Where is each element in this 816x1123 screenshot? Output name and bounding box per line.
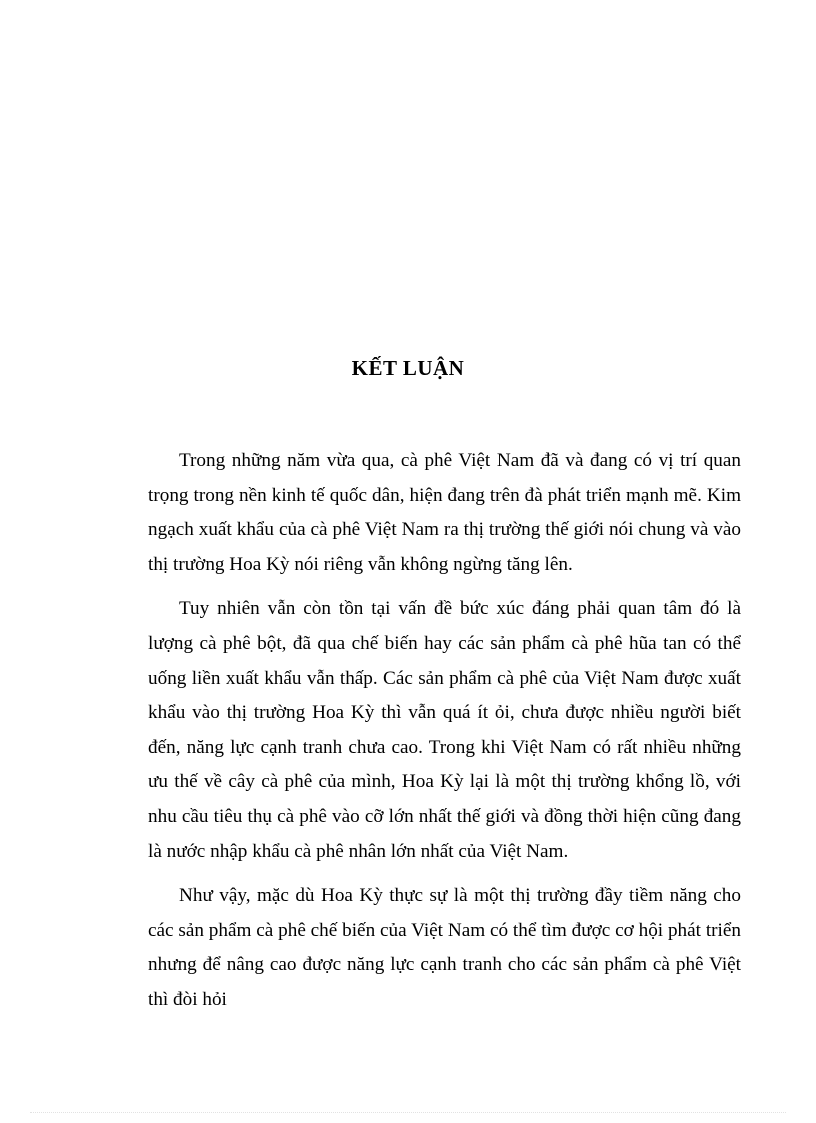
paragraph-2: Tuy nhiên vẫn còn tồn tại vấn đề bức xúc đáng phải quan tâm đó là lượng cà phê bột, đã qua chế biến hay các sản phẩm cà phê hũa tan có thể uống liền xuất khẩu vẫn thấp. Các sản phẩm cà phê của Việt Nam được xuất khẩu vào thị trường Hoa Kỳ thì vẫn quá ít ỏi, chưa được nhiều người biết đến, năng lực cạnh tranh chưa cao. Trong khi Việt Nam có rất nhiều những ưu thế về cây cà phê của mình, Hoa Kỳ lại là một thị trường khổng lồ, với nhu cầu tiêu thụ cà phê vào cỡ lớn nhất thế giới và đồng thời hiện cũng đang là nước nhập khẩu cà phê nhân lớn nhất của Việt Nam. — [148, 598, 741, 862]
paragraph-1: Trong những năm vừa qua, cà phê Việt Nam đã và đang có vị trí quan trọng trong nền kinh tế quốc dân, hiện đang trên đà phát triển mạnh mẽ. Kim ngạch xuất khẩu của cà phê Việt Nam ra thị trường thế giới nói chung và vào thị trường Hoa Kỳ nói riêng vẫn không ngừng tăng lên. — [148, 450, 741, 575]
paragraph-3: Như vậy, mặc dù Hoa Kỳ thực sự là một thị trường đầy tiềm năng cho các sản phẩm cà phê chế biến của Việt Nam có thể tìm được cơ hội phát triển nhưng để nâng cao được năng lực cạnh tranh cho các sản phẩm cà phê Việt thì đòi hỏi — [148, 885, 741, 1010]
page-title: KẾT LUẬN — [351, 356, 465, 380]
body-text — [148, 444, 741, 1028]
footer-divider — [30, 1112, 786, 1113]
